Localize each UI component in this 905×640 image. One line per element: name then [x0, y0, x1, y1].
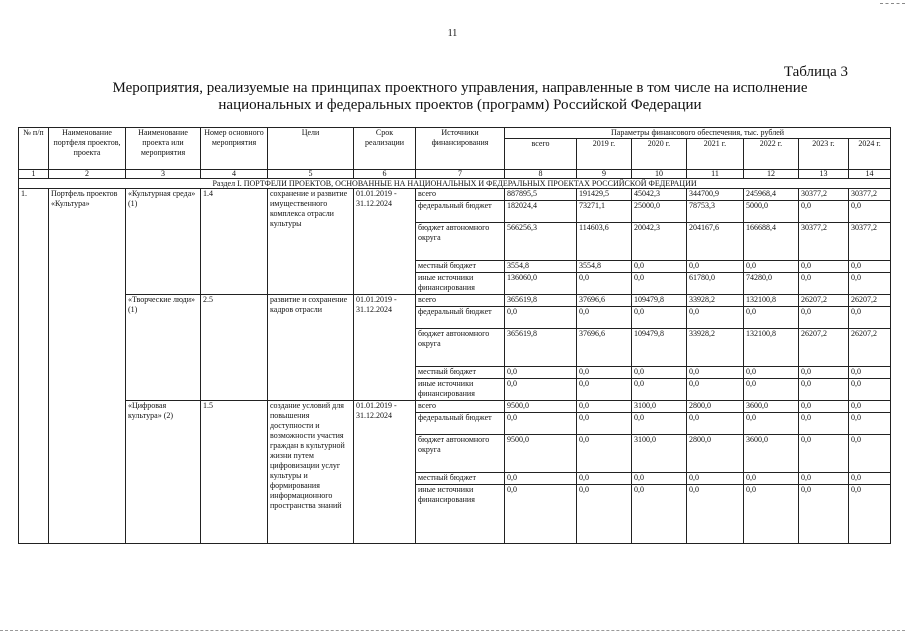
value-cell: 0,0	[687, 261, 744, 273]
value-cell: 0,0	[799, 379, 849, 401]
source-label: всего	[416, 189, 505, 201]
value-cell: 0,0	[687, 413, 744, 435]
source-label: местный бюджет	[416, 367, 505, 379]
header-project: Наименование проекта или мероприятия	[126, 128, 201, 170]
source-label: местный бюджет	[416, 261, 505, 273]
project-name: «Творческие люди» (1)	[126, 295, 201, 401]
value-cell: 0,0	[744, 485, 799, 544]
value-cell: 26207,2	[849, 295, 891, 307]
value-cell: 0,0	[849, 435, 891, 473]
value-cell: 0,0	[687, 379, 744, 401]
column-number: 12	[744, 170, 799, 179]
value-cell: 30377,2	[849, 189, 891, 201]
value-cell: 0,0	[632, 473, 687, 485]
value-cell: 132100,8	[744, 329, 799, 367]
value-cell: 566256,3	[505, 223, 577, 261]
value-cell: 26207,2	[849, 329, 891, 367]
value-cell: 30377,2	[799, 189, 849, 201]
column-number: 14	[849, 170, 891, 179]
value-cell: 0,0	[577, 367, 632, 379]
value-cell: 9500,0	[505, 401, 577, 413]
value-cell: 25000,0	[632, 201, 687, 223]
activity-number: 2.5	[201, 295, 268, 401]
source-label: всего	[416, 295, 505, 307]
scan-edge-top	[880, 3, 905, 4]
value-cell: 0,0	[744, 473, 799, 485]
value-cell: 78753,3	[687, 201, 744, 223]
source-label: иные источники финансирования	[416, 485, 505, 544]
value-cell: 37696,6	[577, 295, 632, 307]
column-number: 13	[799, 170, 849, 179]
value-cell: 0,0	[744, 261, 799, 273]
row-number: 1.	[19, 189, 49, 544]
value-cell: 0,0	[799, 413, 849, 435]
value-cell: 3600,0	[744, 401, 799, 413]
value-cell: 45042,3	[632, 189, 687, 201]
value-cell: 2800,0	[687, 401, 744, 413]
financing-table	[18, 127, 891, 544]
value-cell: 5000,0	[744, 201, 799, 223]
value-cell: 132100,8	[744, 295, 799, 307]
value-cell: 245968,4	[744, 189, 799, 201]
column-number: 4	[201, 170, 268, 179]
value-cell: 166688,4	[744, 223, 799, 261]
value-cell: 0,0	[799, 485, 849, 544]
column-number-row	[19, 170, 891, 179]
value-cell: 33928,2	[687, 329, 744, 367]
section-row	[19, 179, 891, 189]
column-number: 9	[577, 170, 632, 179]
table-label: Таблица 3	[783, 64, 848, 80]
value-cell: 191429,5	[577, 189, 632, 201]
value-cell: 0,0	[577, 379, 632, 401]
value-cell: 0,0	[632, 485, 687, 544]
value-cell: 114603,6	[577, 223, 632, 261]
value-cell: 0,0	[505, 367, 577, 379]
table-row	[19, 189, 891, 201]
value-cell: 73271,1	[577, 201, 632, 223]
value-cell: 0,0	[849, 307, 891, 329]
project-name: «Культурная среда» (1)	[126, 189, 201, 295]
value-cell: 0,0	[577, 307, 632, 329]
value-cell: 0,0	[505, 379, 577, 401]
value-cell: 61780,0	[687, 273, 744, 295]
document-title: Мероприятия, реализуемые на принципах проектного управления, направленные в том числе на исполнение национальных и федеральных проектов (программ) Российской Федерации	[112, 80, 808, 113]
value-cell: 0,0	[687, 367, 744, 379]
column-number: 10	[632, 170, 687, 179]
value-cell: 26207,2	[799, 295, 849, 307]
value-cell: 344700,9	[687, 189, 744, 201]
source-label: иные источники финансирования	[416, 379, 505, 401]
source-label: федеральный бюджет	[416, 307, 505, 329]
value-cell: 0,0	[849, 401, 891, 413]
value-cell: 0,0	[687, 473, 744, 485]
value-cell: 0,0	[849, 273, 891, 295]
value-cell: 0,0	[744, 379, 799, 401]
header-activity-no: Номер основного мероприятия	[201, 128, 268, 170]
activity-number: 1.5	[201, 401, 268, 544]
value-cell: 3600,0	[744, 435, 799, 473]
activity-number: 1.4	[201, 189, 268, 295]
header-financing-group: Параметры финансового обеспечения, тыс. рублей	[505, 128, 891, 139]
value-cell: 365619,8	[505, 329, 577, 367]
value-cell: 3554,8	[505, 261, 577, 273]
value-cell: 0,0	[632, 261, 687, 273]
source-label: федеральный бюджет	[416, 413, 505, 435]
value-cell: 0,0	[577, 435, 632, 473]
scan-edge-bottom	[0, 630, 905, 631]
value-cell: 0,0	[577, 273, 632, 295]
value-cell: 20042,3	[632, 223, 687, 261]
value-cell: 887895,5	[505, 189, 577, 201]
column-number: 3	[126, 170, 201, 179]
project-period: 01.01.2019 - 31.12.2024	[354, 295, 416, 401]
source-label: местный бюджет	[416, 473, 505, 485]
value-cell: 0,0	[849, 413, 891, 435]
header-num: № п/п	[19, 128, 49, 170]
value-cell: 0,0	[505, 485, 577, 544]
value-cell: 3554,8	[577, 261, 632, 273]
header-2022: 2022 г.	[744, 139, 799, 170]
project-name: «Цифровая культура» (2)	[126, 401, 201, 544]
value-cell: 0,0	[632, 379, 687, 401]
column-number: 2	[49, 170, 126, 179]
value-cell: 0,0	[799, 201, 849, 223]
source-label: бюджет автономного округа	[416, 435, 505, 473]
header-total: всего	[505, 139, 577, 170]
value-cell: 0,0	[687, 485, 744, 544]
source-label: бюджет автономного округа	[416, 223, 505, 261]
table-row	[19, 401, 891, 413]
project-goal: создание условий для повышения доступности и возможности участия граждан в культурной жизни путем цифровизации услуг культуры и формирования информационного пространства знаний	[268, 401, 354, 544]
column-number: 1	[19, 170, 49, 179]
value-cell: 0,0	[744, 367, 799, 379]
value-cell: 0,0	[632, 367, 687, 379]
value-cell: 74280,0	[744, 273, 799, 295]
value-cell: 136060,0	[505, 273, 577, 295]
value-cell: 0,0	[505, 413, 577, 435]
portfolio-name: Портфель проектов «Культура»	[49, 189, 126, 544]
value-cell: 30377,2	[799, 223, 849, 261]
value-cell: 0,0	[505, 473, 577, 485]
header-2024: 2024 г.	[849, 139, 891, 170]
value-cell: 109479,8	[632, 329, 687, 367]
value-cell: 3100,0	[632, 435, 687, 473]
value-cell: 37696,6	[577, 329, 632, 367]
value-cell: 2800,0	[687, 435, 744, 473]
header-2019: 2019 г.	[577, 139, 632, 170]
value-cell: 0,0	[577, 413, 632, 435]
value-cell: 0,0	[799, 401, 849, 413]
value-cell: 0,0	[799, 435, 849, 473]
source-label: всего	[416, 401, 505, 413]
value-cell: 0,0	[799, 273, 849, 295]
value-cell: 30377,2	[849, 223, 891, 261]
value-cell: 0,0	[632, 273, 687, 295]
value-cell: 182024,4	[505, 201, 577, 223]
header-period: Срок реализации	[354, 128, 416, 170]
column-number: 11	[687, 170, 744, 179]
header-goals: Цели	[268, 128, 354, 170]
column-number: 6	[354, 170, 416, 179]
project-period: 01.01.2019 - 31.12.2024	[354, 401, 416, 544]
header-sources: Источники финансирования	[416, 128, 505, 170]
value-cell: 365619,8	[505, 295, 577, 307]
value-cell: 0,0	[577, 473, 632, 485]
page-number: 11	[447, 28, 458, 39]
value-cell: 204167,6	[687, 223, 744, 261]
source-label: иные источники финансирования	[416, 273, 505, 295]
table-row	[19, 295, 891, 307]
header-2021: 2021 г.	[687, 139, 744, 170]
column-number: 8	[505, 170, 577, 179]
value-cell: 0,0	[849, 379, 891, 401]
value-cell: 109479,8	[632, 295, 687, 307]
value-cell: 0,0	[849, 201, 891, 223]
value-cell: 0,0	[505, 307, 577, 329]
header-2020: 2020 г.	[632, 139, 687, 170]
column-number: 7	[416, 170, 505, 179]
value-cell: 26207,2	[799, 329, 849, 367]
value-cell: 0,0	[577, 401, 632, 413]
project-period: 01.01.2019 - 31.12.2024	[354, 189, 416, 295]
value-cell: 0,0	[577, 485, 632, 544]
value-cell: 0,0	[799, 261, 849, 273]
source-label: федеральный бюджет	[416, 201, 505, 223]
value-cell: 0,0	[744, 307, 799, 329]
value-cell: 0,0	[744, 413, 799, 435]
value-cell: 33928,2	[687, 295, 744, 307]
header-2023: 2023 г.	[799, 139, 849, 170]
header-row-1	[19, 128, 891, 139]
project-goal: развитие и сохранение кадров отрасли	[268, 295, 354, 401]
value-cell: 3100,0	[632, 401, 687, 413]
value-cell: 0,0	[849, 367, 891, 379]
value-cell: 0,0	[849, 485, 891, 544]
section-title: Раздел I. ПОРТФЕЛИ ПРОЕКТОВ, ОСНОВАННЫЕ НА НАЦИОНАЛЬНЫХ И ФЕДЕРАЛЬНЫХ ПРОЕКТАХ РОССИЙСКОЙ ФЕДЕРАЦИИ	[19, 179, 891, 189]
value-cell: 0,0	[849, 261, 891, 273]
value-cell: 0,0	[799, 307, 849, 329]
value-cell: 0,0	[632, 413, 687, 435]
value-cell: 0,0	[799, 367, 849, 379]
value-cell: 0,0	[799, 473, 849, 485]
value-cell: 0,0	[849, 473, 891, 485]
value-cell: 0,0	[632, 307, 687, 329]
value-cell: 0,0	[687, 307, 744, 329]
header-portfolio: Наименование портфеля проектов, проекта	[49, 128, 126, 170]
column-number: 5	[268, 170, 354, 179]
value-cell: 9500,0	[505, 435, 577, 473]
source-label: бюджет автономного округа	[416, 329, 505, 367]
project-goal: сохранение и развитие имущественного комплекса отрасли культуры	[268, 189, 354, 295]
